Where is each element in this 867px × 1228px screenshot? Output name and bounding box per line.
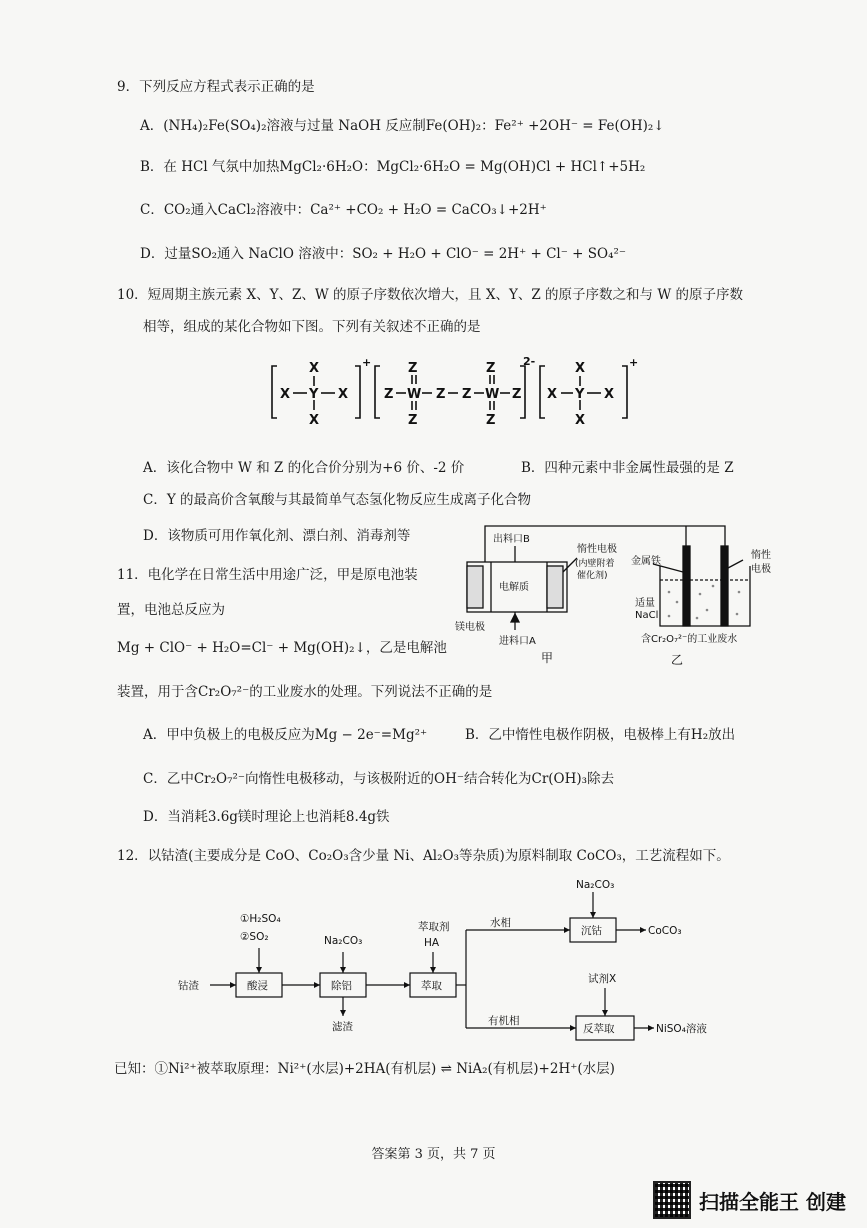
- reagent-so2: ②SO₂: [240, 931, 269, 943]
- q10-stem-line2: 相等，组成的某化合物如下图。下列有关叙述不正确的是: [143, 319, 481, 335]
- outlet-b-label: 出料口B: [493, 534, 530, 545]
- atom-y: Y: [575, 387, 585, 402]
- q9-option-c: C．CO₂通入CaCl₂溶液中：Ca²⁺ +CO₂ + H₂O = CaCO₃↓+2H⁺: [140, 202, 547, 218]
- q11-stem-line4: 装置，用于含Cr₂O₇²⁻的工业废水的处理。下列说法不正确的是: [117, 684, 493, 700]
- atom-z: Z: [384, 387, 394, 402]
- product-niso4: NiSO₄溶液: [656, 1023, 707, 1035]
- q9-option-b: B．在 HCl 气氛中加热MgCl₂·6H₂O：MgCl₂·6H₂O = Mg(OH)Cl + HCl↑+5H₂: [140, 159, 646, 175]
- q11-option-c: C．乙中Cr₂O₇²⁻向惰性电极移动，与该极附近的OH⁻结合转化为Cr(OH)₃除去: [143, 771, 615, 787]
- charge-2minus: 2-: [523, 355, 536, 368]
- reagent-h2so4: ①H₂SO₄: [240, 913, 281, 925]
- q10-option-c: C．Y 的最高价含氧酸与其最简单气态氢化物反应生成离子化合物: [143, 492, 532, 508]
- page-footer: 答案第 3 页，共 7 页: [371, 1147, 496, 1162]
- atom-z: Z: [408, 413, 418, 428]
- charge-plus: +: [629, 356, 639, 369]
- q10-option-a: A．该化合物中 W 和 Z 的化合价分别为+6 价、-2 价: [143, 460, 465, 476]
- extractant-label: 萃取剂: [418, 921, 450, 933]
- atom-z: Z: [436, 387, 446, 402]
- reagent-x-label: 试剂X: [588, 973, 617, 985]
- step-extract: 萃取: [421, 980, 442, 992]
- extractant-ha: HA: [424, 937, 440, 949]
- q12-stem: 12．以钴渣(主要成分是 CoO、Co₂O₃含少量 Ni、Al₂O₃等杂质)为原料制取 CoCO₃，工艺流程如下。: [117, 848, 730, 864]
- figure-yi-caption: 乙: [671, 653, 684, 667]
- electrolyte-label: 电解质: [499, 582, 529, 593]
- q11-option-d: D．当消耗3.6g镁时理论上也消耗8.4g铁: [143, 809, 390, 825]
- q11-option-a: A．甲中负极上的电极反应为Mg − 2e⁻=Mg²⁺: [143, 727, 428, 743]
- raw-material-label: 钴渣: [178, 980, 199, 992]
- reagent-na2co3-1: Na₂CO₃: [324, 935, 363, 947]
- q11-stem-line2: 置，电池总反应为: [117, 602, 225, 618]
- q9-option-a: A．(NH₄)₂Fe(SO₄)₂溶液与过量 NaOH 反应制Fe(OH)₂：Fe²⁺ +2OH⁻ = Fe(OH)₂↓: [140, 118, 665, 134]
- step-precipitate-co: 沉钴: [581, 925, 602, 937]
- inert-label-2: 电极: [751, 564, 771, 575]
- atom-w: W: [407, 387, 422, 402]
- inert-note-2: 催化剂): [577, 571, 608, 581]
- product-coco3: CoCO₃: [648, 925, 682, 937]
- reagent-na2co3-2: Na₂CO₃: [576, 879, 615, 891]
- q11-apparatus-diagram: [455, 522, 795, 672]
- atom-x: X: [575, 361, 586, 376]
- atom-x: X: [309, 413, 320, 428]
- atom-x: X: [338, 387, 349, 402]
- q11-stem-line3: Mg + ClO⁻ + H₂O=Cl⁻ + Mg(OH)₂↓，乙是电解池: [117, 640, 447, 656]
- atom-x: X: [547, 387, 558, 402]
- wastewater-label: 含Cr₂O₇²⁻的工业废水: [641, 634, 738, 645]
- inlet-a-label: 进料口A: [499, 636, 536, 647]
- atom-x: X: [280, 387, 291, 402]
- atom-z: Z: [486, 413, 496, 428]
- step-remove-al: 除铝: [331, 980, 352, 992]
- q10-structure-diagram: [265, 352, 645, 434]
- atom-y: Y: [309, 387, 319, 402]
- atom-x: X: [604, 387, 615, 402]
- q11-option-b: B．乙中惰性电极作阴极，电极棒上有H₂放出: [465, 727, 736, 743]
- q10-stem-line1: 10．短周期主族元素 X、Y、Z、W 的原子序数依次增大，且 X、Y、Z 的原子序数之和与 W 的原子序数: [117, 287, 743, 303]
- qr-code-icon: [653, 1181, 691, 1219]
- q12-known-note: 已知：①Ni²⁺被萃取原理：Ni²⁺(水层)+2HA(有机层) ⇌ NiA₂(有机层)+2H⁺(水层): [114, 1061, 615, 1077]
- residue-label: 滤渣: [332, 1021, 353, 1033]
- q12-process-flowchart: [178, 878, 738, 1044]
- nacl-label-2: NaCl: [635, 610, 659, 621]
- q10-option-b: B．四种元素中非金属性最强的是 Z: [521, 460, 734, 476]
- atom-z: Z: [462, 387, 472, 402]
- scanner-label: 扫描全能王 创建: [699, 1189, 846, 1214]
- step-acid-leach: 酸浸: [247, 980, 268, 992]
- aqueous-phase-label: 水相: [490, 917, 511, 929]
- figure-jia-caption: 甲: [541, 651, 554, 665]
- atom-x: X: [309, 361, 320, 376]
- metal-iron-label: 金属铁: [631, 556, 661, 567]
- scanner-watermark: [653, 1181, 846, 1219]
- inert-note-1: (内壁附着: [575, 559, 615, 569]
- atom-x: X: [575, 413, 586, 428]
- atom-z: Z: [486, 361, 496, 376]
- atom-z: Z: [408, 361, 418, 376]
- inert-electrode-label: 惰性电极: [577, 544, 617, 555]
- atom-z: Z: [512, 387, 522, 402]
- mg-electrode-label: 镁电极: [455, 622, 485, 633]
- q9-option-d: D．过量SO₂通入 NaClO 溶液中：SO₂ + H₂O + ClO⁻ = 2H⁺ + Cl⁻ + SO₄²⁻: [140, 246, 627, 262]
- step-back-extract: 反萃取: [583, 1023, 615, 1035]
- charge-plus: +: [362, 356, 372, 369]
- q9-stem: 9．下列反应方程式表示正确的是: [117, 79, 315, 95]
- organic-phase-label: 有机相: [488, 1015, 520, 1027]
- nacl-label-1: 适量: [635, 598, 655, 609]
- q10-option-d: D．该物质可用作氧化剂、漂白剂、消毒剂等: [143, 528, 411, 544]
- atom-w: W: [485, 387, 500, 402]
- inert-label-1: 惰性: [751, 550, 771, 561]
- q11-stem-line1: 11．电化学在日常生活中用途广泛，甲是原电池装: [117, 567, 418, 583]
